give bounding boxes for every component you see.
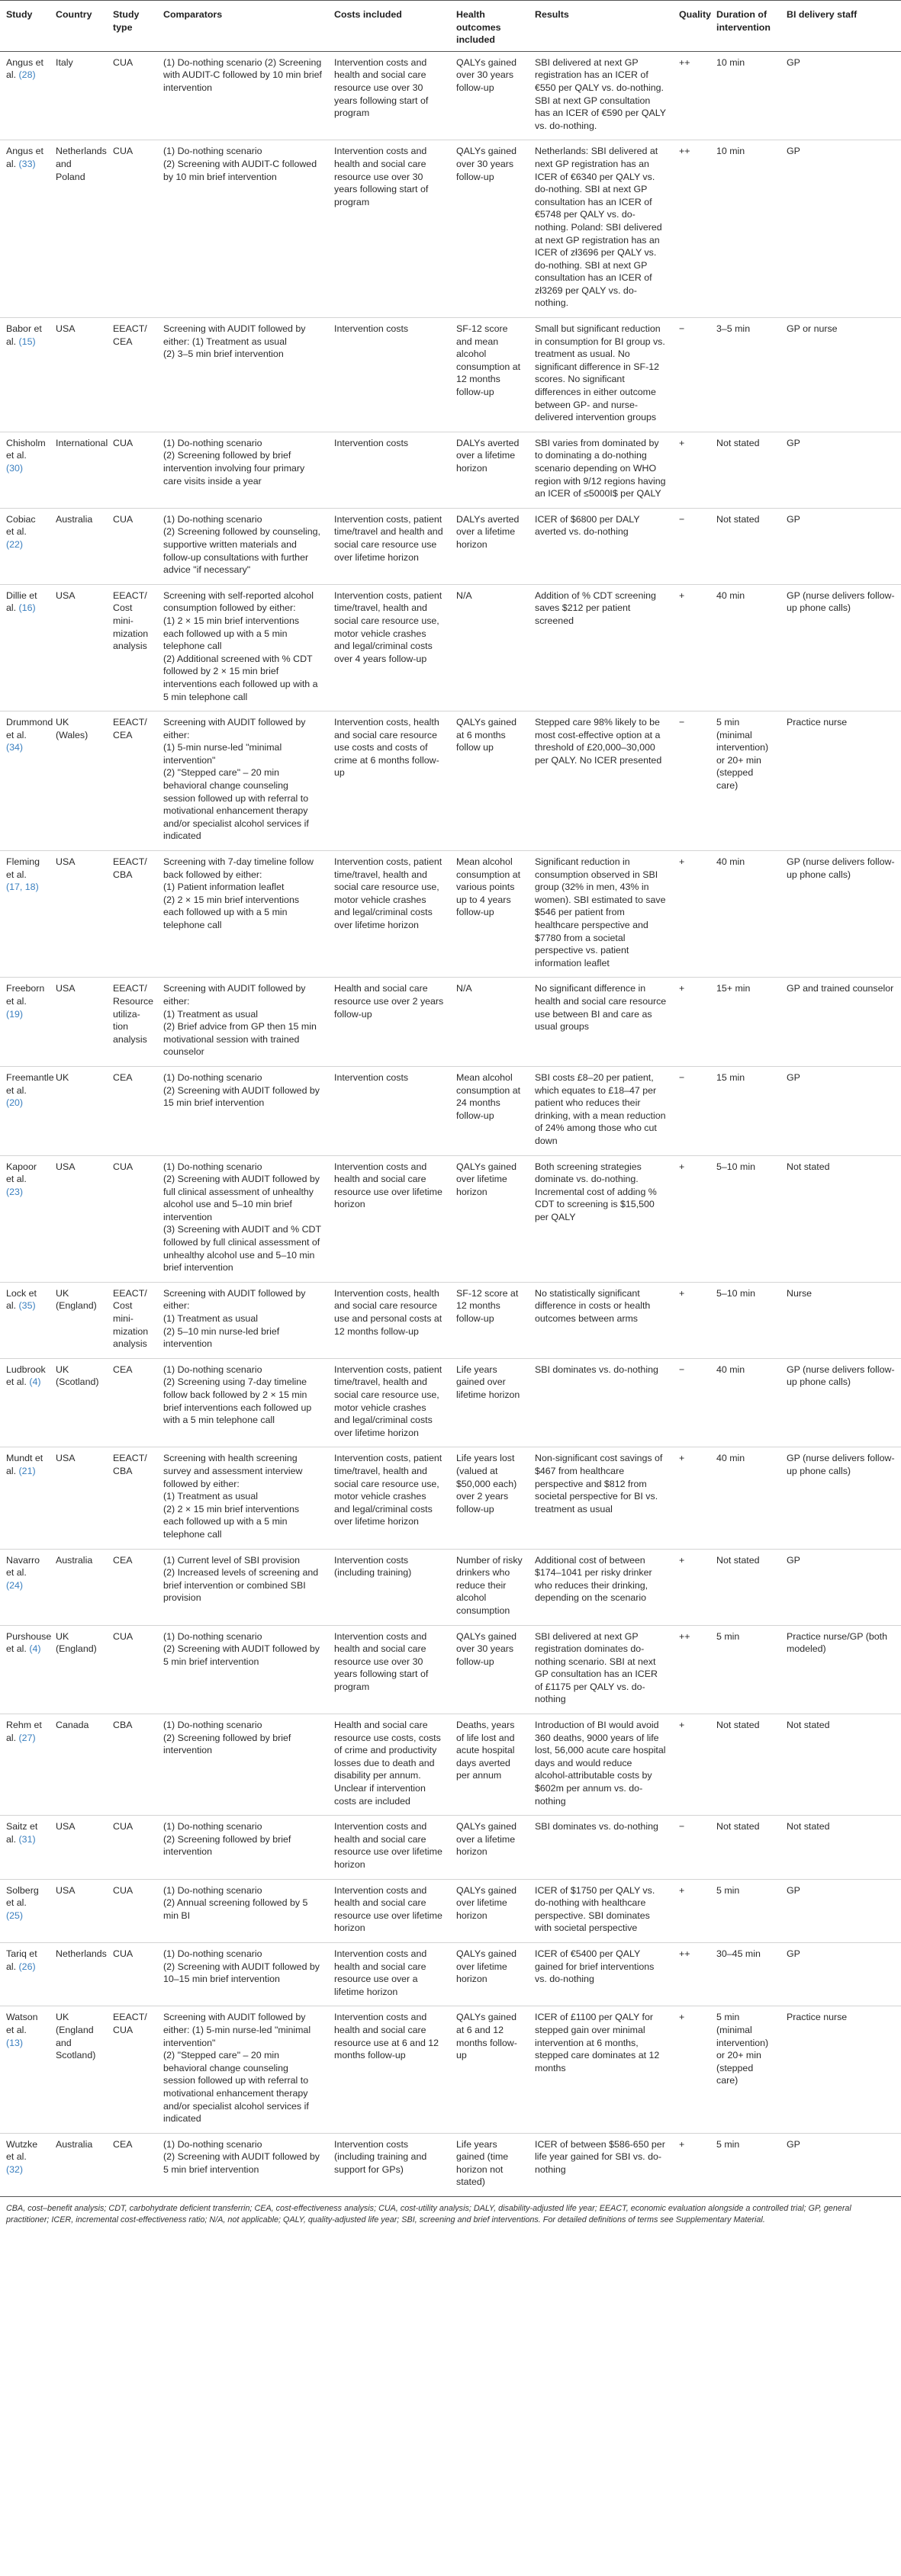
study-author: Cobiac et al. <box>6 513 36 538</box>
cell-duration: 15 min <box>710 1066 780 1155</box>
cell-duration: 10 min <box>710 140 780 318</box>
cell-type: EEACT/ Resource utiliza-tion analysis <box>107 978 157 1067</box>
cell-country: UK (Scotland) <box>50 1358 107 1447</box>
table-row <box>0 1066 901 1155</box>
reference-link[interactable]: (32) <box>6 2163 24 2175</box>
cell-country: UK (England) <box>50 1625 107 1714</box>
cell-study <box>0 1942 50 2006</box>
cell-outcomes: DALYs averted over a lifetime horizon <box>450 432 529 508</box>
cell-costs: Health and social care resource use costs, costs of crime and productivity losses due to death and disability per annum. Unclear if intervention costs are included <box>328 1714 450 1816</box>
cell-results: SBI varies from dominated by to dominating a do-nothing scenario depending on WHO region with 9/12 regions having an ICER of ≤5000I$ per QALY <box>529 432 673 508</box>
cell-duration: 5 min <box>710 1625 780 1714</box>
cell-outcomes: Life years lost (valued at $50,000 each) over 2 years follow-up <box>450 1447 529 1549</box>
cell-results: Stepped care 98% likely to be most cost-effective option at a threshold of £20,000–30,000 per QALY. No ICER presented <box>529 711 673 851</box>
cell-type: EEACT/ CBA <box>107 1447 157 1549</box>
reference-link[interactable]: (20) <box>6 1097 24 1109</box>
cell-outcomes: QALYs gained at 6 and 12 months follow-up <box>450 2006 529 2133</box>
reference-link[interactable]: (21) <box>18 1465 36 1476</box>
cell-country: USA <box>50 978 107 1067</box>
cell-study <box>0 2133 50 2196</box>
cell-type: CEA <box>107 2133 157 2196</box>
cell-outcomes: DALYs averted over a lifetime horizon <box>450 508 529 584</box>
cell-study <box>0 1625 50 1714</box>
cell-comparators: (1) Do-nothing scenario (2) Screening followed by brief intervention <box>157 1816 328 1879</box>
reference-link[interactable]: (13) <box>6 2037 24 2048</box>
cell-comparators: (1) Current level of SBI provision (2) Increased levels of screening and brief intervention or combined SBI provision <box>157 1549 328 1625</box>
reference-link[interactable]: (34) <box>6 742 24 753</box>
cell-outcomes: QALYs gained at 6 months follow up <box>450 711 529 851</box>
cell-duration: 15+ min <box>710 978 780 1067</box>
cell-type: CUA <box>107 432 157 508</box>
col-header-study: Study <box>0 1 50 52</box>
study-author: Chisholm et al. <box>6 437 46 461</box>
cell-quality: + <box>673 1879 710 1942</box>
cell-costs: Intervention costs and health and social care resource use over lifetime horizon <box>328 1816 450 1879</box>
cell-type: CEA <box>107 1066 157 1155</box>
table-row <box>0 1282 901 1358</box>
cell-outcomes: QALYs gained over 30 years follow-up <box>450 1625 529 1714</box>
cell-staff: Nurse <box>780 1282 901 1358</box>
cell-comparators: (1) Do-nothing scenario (2) Screening followed by brief intervention involving four primary care visits inside a year <box>157 432 328 508</box>
cell-comparators: Screening with AUDIT followed by either: (1) 5-min nurse-led "minimal intervention" (2) "Stepped care" – 20 min behavioral change counseling session followed up with referral to motivational enhancement therapy and/or specialist alcohol services if indicated <box>157 2006 328 2133</box>
cell-duration: Not stated <box>710 508 780 584</box>
reference-link[interactable]: (19) <box>6 1008 24 1020</box>
cell-costs: Intervention costs, patient time/travel, health and social care resource use, motor vehicle crashes and legal/criminal costs over lifetime horizon <box>328 851 450 978</box>
cell-comparators: Screening with AUDIT followed by either: (1) Treatment as usual (2) 3–5 min brief intervention <box>157 318 328 432</box>
cell-costs: Intervention costs, patient time/travel, health and social care resource use, motor vehicle crashes and legal/criminal costs over 4 years follow-up <box>328 584 450 711</box>
cell-country: Australia <box>50 1549 107 1625</box>
cell-quality: + <box>673 978 710 1067</box>
table-row <box>0 51 901 140</box>
cell-staff: GP <box>780 2133 901 2196</box>
cell-country: International <box>50 432 107 508</box>
cell-costs: Intervention costs <box>328 318 450 432</box>
cell-quality: − <box>673 318 710 432</box>
study-author: Kapoor et al. <box>6 1161 37 1185</box>
table-row <box>0 1358 901 1447</box>
cell-results: No significant difference in health and social care resource use between BI and care as usual groups <box>529 978 673 1067</box>
cell-type: EEACT/ CEA <box>107 711 157 851</box>
cell-study <box>0 711 53 851</box>
cell-costs: Intervention costs, health and social care resource use costs and costs of crime at 6 months follow-up <box>328 711 450 851</box>
study-author: Drummond et al. <box>6 717 53 740</box>
table-row <box>0 1155 901 1282</box>
col-header-study-type: Study type <box>107 1 157 52</box>
cell-results: ICER of €5400 per QALY gained for brief interventions vs. do-nothing <box>529 1942 673 2006</box>
table-row <box>0 1816 901 1879</box>
cell-costs: Intervention costs <box>328 432 450 508</box>
cell-staff: GP <box>780 1066 901 1155</box>
cell-results: Non-significant cost savings of $467 from healthcare perspective and $812 from societal perspective for BI vs. treatment as usual <box>529 1447 673 1549</box>
reference-link[interactable]: (28) <box>18 69 36 81</box>
cell-results: Both screening strategies dominate vs. do-nothing. Incremental cost of adding % CDT to screening is $15,500 per QALY <box>529 1155 673 1282</box>
cell-study <box>0 851 50 978</box>
cell-duration: Not stated <box>710 1714 780 1816</box>
col-header-comparators: Comparators <box>157 1 328 52</box>
col-header-duration: Duration of intervention <box>710 1 780 52</box>
cell-staff: GP <box>780 1549 901 1625</box>
cell-quality: ++ <box>673 1942 710 2006</box>
cell-costs: Intervention costs, patient time/travel and health and social care resource use over lifetime horizon <box>328 508 450 584</box>
cell-country: Australia <box>50 508 107 584</box>
cell-country: USA <box>50 584 107 711</box>
cell-costs: Intervention costs and health and social care resource use at 6 and 12 months follow-up <box>328 2006 450 2133</box>
cell-results: ICER of $6800 per DALY averted vs. do-nothing <box>529 508 673 584</box>
cell-type: CUA <box>107 1942 157 2006</box>
cell-study <box>0 508 50 584</box>
cell-outcomes: Life years gained over lifetime horizon <box>450 1358 529 1447</box>
cell-type: EEACT/ Cost mini-mization analysis <box>107 584 157 711</box>
cell-study <box>0 1714 50 1816</box>
reference-link[interactable]: (35) <box>18 1300 36 1312</box>
cell-country: Canada <box>50 1714 107 1816</box>
cell-study <box>0 432 50 508</box>
study-author: Freeborn et al. <box>6 983 45 1007</box>
col-header-outcomes: Health outcomes included <box>450 1 529 52</box>
study-author: Dillie et al. <box>6 589 37 614</box>
cell-quality: + <box>673 2133 710 2196</box>
cell-outcomes: Mean alcohol consumption at various points up to 4 years follow-up <box>450 851 529 978</box>
col-header-results: Results <box>529 1 673 52</box>
reference-link[interactable]: (33) <box>18 158 36 169</box>
cell-quality: − <box>673 711 710 851</box>
cell-type: EEACT/ Cost mini-mization analysis <box>107 1282 157 1358</box>
cell-results: SBI costs £8–20 per patient, which equates to £18–47 per patient who reduces their drinking, with a mean reduction of 24% among those who cut down <box>529 1066 673 1155</box>
study-author: Solberg et al. <box>6 1884 39 1909</box>
cell-duration: 5 min <box>710 1879 780 1942</box>
reference-link[interactable]: (27) <box>18 1732 36 1743</box>
cell-type: EEACT/ CBA <box>107 851 157 978</box>
cell-country: UK (England and Scotland) <box>50 2006 107 2133</box>
study-author: Purshouse et al. <box>6 1630 52 1655</box>
cell-costs: Intervention costs, patient time/travel, health and social care resource use, motor vehicle crashes and legal/criminal costs over lifetime horizon <box>328 1447 450 1549</box>
cell-results: Introduction of BI would avoid 360 deaths, 9000 years of life lost, 56,000 acute care hospital days and would reduce alcohol-attributable costs by $602m per annum vs. do-nothing <box>529 1714 673 1816</box>
table-row <box>0 432 901 508</box>
cell-staff: GP and trained counselor <box>780 978 901 1067</box>
cell-outcomes: SF-12 score at 12 months follow-up <box>450 1282 529 1358</box>
cell-staff: GP <box>780 508 901 584</box>
cell-study <box>0 318 50 432</box>
cell-staff: Not stated <box>780 1714 901 1816</box>
cell-comparators: Screening with health screening survey and assessment interview followed by either: (1) Treatment as usual (2) 2 × 15 min brief interventions each followed up with a 5 min telephone call <box>157 1447 328 1549</box>
cell-study <box>0 584 50 711</box>
cell-duration: 3–5 min <box>710 318 780 432</box>
cell-costs: Intervention costs (including training and support for GPs) <box>328 2133 450 2196</box>
cell-costs: Intervention costs (including training) <box>328 1549 450 1625</box>
cell-staff: GP <box>780 1942 901 2006</box>
reference-link[interactable]: (4) <box>29 1643 41 1655</box>
cell-results: Small but significant reduction in consumption for BI group vs. treatment as usual. No significant difference in SF-12 scores. No significant differences in either outcome between GP- and nurse-delivered intervention groups <box>529 318 673 432</box>
cell-quality: + <box>673 2006 710 2133</box>
cell-duration: 5–10 min <box>710 1155 780 1282</box>
study-author: Freemantle et al. <box>6 1071 54 1096</box>
cell-study <box>0 2006 50 2133</box>
study-author: Rehm et al. <box>6 1720 42 1743</box>
cell-staff: GP (nurse delivers follow-up phone calls) <box>780 851 901 978</box>
table-row <box>0 1549 901 1625</box>
cell-comparators: (1) Do-nothing scenario (2) Screening with AUDIT-C followed by 10 min brief intervention <box>157 140 328 318</box>
cell-costs: Intervention costs, patient time/travel, health and social care resource use, motor vehicle crashes and legal/criminal costs over lifetime horizon <box>328 1358 450 1447</box>
table-row <box>0 140 901 318</box>
cell-results: Significant reduction in consumption observed in SBI group (32% in men, 43% in women). SBI estimated to save $546 per patient from healthcare perspective and $7780 from a societal perspective vs. patient information leaflet <box>529 851 673 978</box>
cell-country: USA <box>50 1879 107 1942</box>
cell-study <box>0 140 50 318</box>
cell-study <box>0 1447 50 1549</box>
cell-results: ICER of £1100 per QALY for stepped gain over minimal intervention at 6 months, stepped care dominates at 12 months <box>529 2006 673 2133</box>
table-row <box>0 1942 901 2006</box>
cell-outcomes: N/A <box>450 584 529 711</box>
cell-type: EEACT/ CEA <box>107 318 157 432</box>
study-author: Saitz et al. <box>6 1821 38 1845</box>
cell-costs: Intervention costs and health and social care resource use over 30 years following start of program <box>328 51 450 140</box>
cell-type: CUA <box>107 1625 157 1714</box>
cell-quality: ++ <box>673 140 710 318</box>
cell-outcomes: N/A <box>450 978 529 1067</box>
cell-outcomes: QALYs gained over lifetime horizon <box>450 1155 529 1282</box>
study-author: Tariq et al. <box>6 1948 37 1972</box>
cell-comparators: (1) Do-nothing scenario (2) Screening using 7-day timeline follow back followed by 2 × 15 min brief interventions each followed up with a 5 min telephone call <box>157 1358 328 1447</box>
cell-results: Additional cost of between $174–1041 per risky drinker who reduces their drinking, depending on the scenario <box>529 1549 673 1625</box>
cell-country: Netherlands and Poland <box>50 140 107 318</box>
table-header <box>0 1 901 52</box>
table-row <box>0 2006 901 2133</box>
cell-duration: 40 min <box>710 1358 780 1447</box>
cell-results: SBI dominates vs. do-nothing <box>529 1816 673 1879</box>
cell-costs: Intervention costs and health and social care resource use over lifetime horizon <box>328 1155 450 1282</box>
cell-type: CUA <box>107 1816 157 1879</box>
cell-study <box>0 1879 50 1942</box>
cell-outcomes: QALYs gained over lifetime horizon <box>450 1942 529 2006</box>
study-author: Navarro et al. <box>6 1554 40 1579</box>
cell-staff: GP (nurse delivers follow-up phone calls) <box>780 584 901 711</box>
cell-outcomes: QALYs gained over 30 years follow-up <box>450 51 529 140</box>
reference-link[interactable]: (4) <box>29 1376 41 1388</box>
cell-comparators: Screening with AUDIT followed by either: (1) Treatment as usual (2) Brief advice from GP then 15 min motivational session with trained counselor <box>157 978 328 1067</box>
cell-country: Italy <box>50 51 107 140</box>
cell-quality: ++ <box>673 1625 710 1714</box>
cell-country: UK <box>50 1066 107 1155</box>
table-row <box>0 978 901 1067</box>
cell-costs: Health and social care resource use over 2 years follow-up <box>328 978 450 1067</box>
cell-results: SBI dominates vs. do-nothing <box>529 1358 673 1447</box>
cell-quality: + <box>673 1155 710 1282</box>
reference-link[interactable]: (16) <box>18 602 36 614</box>
col-header-staff: BI delivery staff <box>780 1 901 52</box>
cell-duration: 10 min <box>710 51 780 140</box>
cell-comparators: (1) Do-nothing scenario (2) Screening with AUDIT followed by 15 min brief intervention <box>157 1066 328 1155</box>
cell-country: USA <box>50 851 107 978</box>
cell-comparators: Screening with 7-day timeline follow back followed by either: (1) Patient information leaflet (2) 2 × 15 min brief interventions each followed up with a 5 min telephone call <box>157 851 328 978</box>
cell-type: CBA <box>107 1714 157 1816</box>
cell-staff: Practice nurse <box>780 711 901 851</box>
cell-staff: GP <box>780 1879 901 1942</box>
reference-link[interactable]: (24) <box>6 1579 24 1591</box>
study-author: Fleming et al. <box>6 856 40 880</box>
cell-type: EEACT/ CUA <box>107 2006 157 2133</box>
cell-quality: − <box>673 1816 710 1879</box>
cell-costs: Intervention costs, health and social care resource use and personal costs at 12 months follow-up <box>328 1282 450 1358</box>
study-author: Angus et al. <box>6 146 43 169</box>
table-body <box>0 51 901 2196</box>
study-author: Ludbrook et al. <box>6 1363 46 1388</box>
table-footnote: CBA, cost–benefit analysis; CDT, carbohydrate deficient transferrin; CEA, cost-effectiveness analysis; CUA, cost-utility analysis; DALY, disability-adjusted life year; EEACT, economic evaluation alongside a controlled trial; GP, general practitioner; ICER, incremental cost-effectiveness ratio; N/A, not applicable; QALY, quality-adjusted life year; SBI, screening and brief interventions. For detailed definitions of terms see Supplementary Material. <box>6 2204 851 2224</box>
cell-study <box>0 1282 50 1358</box>
col-header-costs: Costs included <box>328 1 450 52</box>
cell-results: SBI delivered at next GP registration dominates do-nothing scenario. SBI at next GP consultation has an ICER of £1175 per QALY vs. do-nothing <box>529 1625 673 1714</box>
cell-study <box>0 1155 50 1282</box>
cell-costs: Intervention costs and health and social care resource use over lifetime horizon <box>328 1879 450 1942</box>
table-row <box>0 584 901 711</box>
cell-quality: + <box>673 1549 710 1625</box>
study-author: Angus et al. <box>6 56 43 81</box>
cell-costs: Intervention costs and health and social care resource use over 30 years following start of program <box>328 1625 450 1714</box>
table-row <box>0 318 901 432</box>
cell-duration: 40 min <box>710 851 780 978</box>
cell-country: Netherlands <box>50 1942 107 2006</box>
cell-outcomes: QALYs gained over 30 years follow-up <box>450 140 529 318</box>
study-author: Watson et al. <box>6 2012 38 2035</box>
cell-quality: − <box>673 1066 710 1155</box>
cell-duration: 5–10 min <box>710 1282 780 1358</box>
cell-quality: + <box>673 1714 710 1816</box>
cell-country: USA <box>50 1155 107 1282</box>
col-header-quality: Quality <box>673 1 710 52</box>
cell-comparators: (1) Do-nothing scenario (2) Screening followed by brief intervention <box>157 1714 328 1816</box>
study-author: Lock et al. <box>6 1287 37 1312</box>
cell-comparators: (1) Do-nothing scenario (2) Screening with AUDIT-C followed by 10 min brief intervention <box>157 51 328 140</box>
table-row <box>0 1879 901 1942</box>
cell-duration: 30–45 min <box>710 1942 780 2006</box>
cell-costs: Intervention costs and health and social care resource use over a lifetime horizon <box>328 1942 450 2006</box>
table-row <box>0 1447 901 1549</box>
cell-quality: ++ <box>673 51 710 140</box>
cell-duration: Not stated <box>710 1549 780 1625</box>
cell-type: CEA <box>107 1358 157 1447</box>
cell-outcomes: Mean alcohol consumption at 24 months follow-up <box>450 1066 529 1155</box>
cell-study <box>0 978 50 1067</box>
table-row <box>0 508 901 584</box>
cell-study <box>0 1358 50 1447</box>
study-author: Wutzke et al. <box>6 2138 38 2163</box>
cell-outcomes: QALYs gained over lifetime horizon <box>450 1879 529 1942</box>
cell-type: CUA <box>107 1879 157 1942</box>
cell-country: USA <box>50 1816 107 1879</box>
cell-staff: GP (nurse delivers follow-up phone calls) <box>780 1447 901 1549</box>
cell-staff: GP <box>780 432 901 508</box>
cell-type: CUA <box>107 1155 157 1282</box>
cell-comparators: (1) Do-nothing scenario (2) Screening followed by counseling, supportive written materials and follow-up consultations with further advice "if necessary" <box>157 508 328 584</box>
cell-quality: − <box>673 1358 710 1447</box>
cell-quality: + <box>673 1447 710 1549</box>
cell-type: CUA <box>107 51 157 140</box>
cell-comparators: Screening with AUDIT followed by either: (1) Treatment as usual (2) 5–10 min nurse-led brief intervention <box>157 1282 328 1358</box>
cell-quality: − <box>673 508 710 584</box>
cell-results: No statistically significant difference in costs or health outcomes between arms <box>529 1282 673 1358</box>
cell-quality: + <box>673 851 710 978</box>
cell-staff: GP (nurse delivers follow-up phone calls) <box>780 1358 901 1447</box>
cell-comparators: Screening with AUDIT followed by either: (1) 5-min nurse-led "minimal intervention" (2) "Stepped care" – 20 min behavioral change counseling session followed up with referral to motivational enhancement therapy and/or specialist alcohol services if indicated <box>157 711 328 851</box>
study-author: Babor et al. <box>6 323 42 347</box>
cell-quality: + <box>673 432 710 508</box>
cell-study <box>0 1549 50 1625</box>
reference-link[interactable]: (15) <box>18 336 36 347</box>
cell-costs: Intervention costs and health and social care resource use over 30 years following start of program <box>328 140 450 318</box>
cell-results: SBI delivered at next GP registration has an ICER of €550 per QALY vs. do-nothing. SBI at next GP consultation has an ICER of €590 per QALY vs. do-nothing. <box>529 51 673 140</box>
reference-link[interactable]: (23) <box>6 1186 24 1197</box>
cell-country: Australia <box>50 2133 107 2196</box>
cell-results: ICER of $1750 per QALY vs. do-nothing with healthcare perspective. SBI dominates with societal perspective <box>529 1879 673 1942</box>
cell-country: USA <box>50 1447 107 1549</box>
cell-staff: Not stated <box>780 1155 901 1282</box>
col-header-country: Country <box>50 1 107 52</box>
reference-link[interactable]: (22) <box>6 538 24 550</box>
cell-comparators: Screening with self-reported alcohol consumption followed by either: (1) 2 × 15 min brief interventions each followed up with a 5 min telephone call (2) Additional screened with % CDT followed by 2 × 15 min brief interventions each followed up with a 5 min telephone call <box>157 584 328 711</box>
cell-country: USA <box>50 318 107 432</box>
cell-outcomes: QALYs gained over a lifetime horizon <box>450 1816 529 1879</box>
cell-duration: 5 min <box>710 2133 780 2196</box>
cell-staff: GP <box>780 140 901 318</box>
cell-study <box>0 1816 50 1879</box>
table-row <box>0 1714 901 1816</box>
table-row <box>0 711 901 851</box>
reference-link[interactable]: (26) <box>18 1961 36 1972</box>
cell-results: Netherlands: SBI delivered at next GP registration has an ICER of €6340 per QALY vs. do-nothing. SBI at next GP consultation has an ICER of €5748 per QALY vs. do-nothing. Poland: SBI delivered at next GP registration has an ICER of zł3696 per QALY vs. do-nothing. SBI at next GP consultation has an ICER of zł3269 per QALY vs. do-nothing. <box>529 140 673 318</box>
cell-duration: 40 min <box>710 584 780 711</box>
cell-costs: Intervention costs <box>328 1066 450 1155</box>
cell-type: CUA <box>107 508 157 584</box>
cell-outcomes: Life years gained (time horizon not stated) <box>450 2133 529 2196</box>
cell-duration: 40 min <box>710 1447 780 1549</box>
cell-staff: GP <box>780 51 901 140</box>
cell-results: Addition of % CDT screening saves $212 per patient screened <box>529 584 673 711</box>
reference-link[interactable]: (31) <box>18 1833 36 1845</box>
cell-staff: Not stated <box>780 1816 901 1879</box>
cell-outcomes: Deaths, years of life lost and acute hospital days averted per annum <box>450 1714 529 1816</box>
cell-comparators: (1) Do-nothing scenario (2) Screening with AUDIT followed by 5 min brief intervention <box>157 1625 328 1714</box>
cell-duration: 5 min (minimal intervention) or 20+ min (stepped care) <box>710 711 780 851</box>
cell-duration: Not stated <box>710 432 780 508</box>
cell-duration: 5 min (minimal intervention) or 20+ min (stepped care) <box>710 2006 780 2133</box>
cell-comparators: (1) Do-nothing scenario (2) Screening with AUDIT followed by 10–15 min brief intervention <box>157 1942 328 2006</box>
cell-study <box>0 51 50 140</box>
cell-type: CUA <box>107 140 157 318</box>
cell-country: UK (England) <box>50 1282 107 1358</box>
reference-link[interactable]: (17, 18) <box>6 882 39 893</box>
cell-duration: Not stated <box>710 1816 780 1879</box>
study-author: Mundt et al. <box>6 1453 43 1476</box>
cell-type: CEA <box>107 1549 157 1625</box>
cell-staff: Practice nurse/GP (both modeled) <box>780 1625 901 1714</box>
cell-outcomes: SF-12 score and mean alcohol consumption at 12 months follow-up <box>450 318 529 432</box>
cell-country: UK (Wales) <box>50 711 107 851</box>
cell-comparators: (1) Do-nothing scenario (2) Screening with AUDIT followed by 5 min brief intervention <box>157 2133 328 2196</box>
cell-comparators: (1) Do-nothing scenario (2) Screening with AUDIT followed by full clinical assessment of unhealthy alcohol use and 5–10 min brief intervention (3) Screening with AUDIT and % CDT followed by full clinical assessment of unhealthy alcohol use and 5–10 min brief intervention <box>157 1155 328 1282</box>
cell-study <box>0 1066 54 1155</box>
table-row <box>0 2133 901 2196</box>
table-row <box>0 1625 901 1714</box>
cell-quality: + <box>673 584 710 711</box>
cell-staff: GP or nurse <box>780 318 901 432</box>
reference-link[interactable]: (25) <box>6 1910 24 1921</box>
reference-link[interactable]: (30) <box>6 463 24 474</box>
cell-quality: + <box>673 1282 710 1358</box>
table-row <box>0 851 901 978</box>
cell-outcomes: Number of risky drinkers who reduce their alcohol consumption <box>450 1549 529 1625</box>
cell-comparators: (1) Do-nothing scenario (2) Annual screening followed by 5 min BI <box>157 1879 328 1942</box>
cell-results: ICER of between $586-650 per life year gained for SBI vs. do-nothing <box>529 2133 673 2196</box>
cell-staff: Practice nurse <box>780 2006 901 2133</box>
